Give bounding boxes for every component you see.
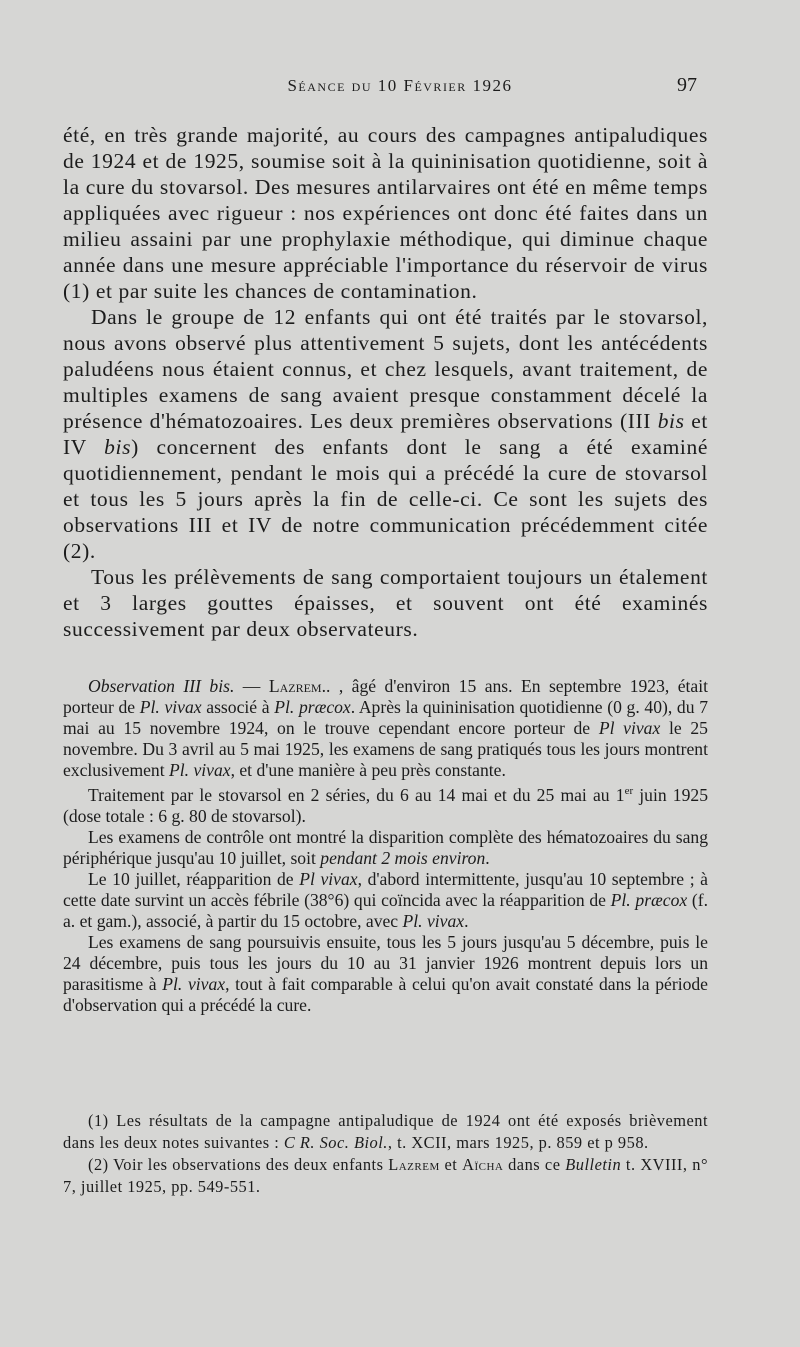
italic-bis: bis [657, 409, 685, 433]
main-text [63, 122, 708, 642]
observation-paragraph: Le 10 juillet, réapparition de Pl vivax, d'abord intermittente, jusqu'au 10 septembre ; à cette date survint un accès fébrile (38°6) qui coïncida avec la réapparition de Pl. præcox (f. a. et gam.), associé, à partir du 15 octobre, avec Pl. vivax. [63, 868, 709, 931]
paragraph-2: Dans le groupe de 12 enfants qui ont été traités par le stovarsol, nous avons observé plus attentivement 5 sujets, dont les antécédents paludéens nous étaient connus, et chez lesquels, avant traitement, de multiples examens de sang avaient presque constamment décelé la présence d'hématozoaires. Les deux premières observations (III bis et IV bis) concernent des enfants dont le sang a été examiné quotidiennement, pendant le mois qui a précédé la cure de stovarsol et tous les 5 jours après la fin de celle-ci. Ce sont les sujets des observations III et IV de notre communication précédemment citée (2). [63, 305, 708, 563]
footnotes [63, 1110, 708, 1198]
observation-paragraph: Les examens de sang poursuivis ensuite, tous les 5 jours jusqu'au 5 décembre, puis le 24 décembre, puis tous les jours du 10 au 31 janvier 1926 montrent depuis lors un parasitisme à Pl. vivax, tout à fait comparable à celui qu'on avait constaté dans la période d'observation qui a précédé la cure. [63, 931, 708, 1015]
footnote-1: (1) Les résultats de la campagne antipaludique de 1924 ont été exposés brièvement dans les deux notes suivantes : C R. Soc. Biol., t. XCII, mars 1925, p. 859 et p 958. [63, 1111, 708, 1152]
bulletin-title: Bulletin [565, 1155, 622, 1174]
footnote-2: (2) Voir les observations des deux enfants Lazrem et Aïcha dans ce Bulletin t. XVIII, n° 7, juillet 1925, pp. 549-551. [63, 1155, 709, 1196]
patient-name: Lazrem [268, 676, 322, 696]
page-number: 97 [677, 74, 697, 96]
observation-section [63, 676, 708, 1016]
observation-paragraph: Observation III bis. — Lazrem.. , âgé d'environ 15 ans. En septembre 1923, était porteur de Pl. vivax associé à Pl. præcox. Après la quininisation quotidienne (0 g. 40), du 7 mai au 15 novembre 1924, on le trouve cependant encore porteur de Pl vivax le 25 novembre. Du 3 avril au 5 mai 1925, les examens de sang pratiqués tous les jours montrent exclusivement Pl. vivax, et d'une manière à peu près constante. [63, 676, 709, 780]
observation-paragraph: Les examens de contrôle ont montré la disparition complète des hématozoaires du sang périphérique jusqu'au 10 juillet, soit pendant 2 mois environ. [63, 826, 708, 868]
italic-bis: bis [104, 435, 132, 459]
paragraph-3: Tous les prélèvements de sang comportaient toujours un étalement et 3 larges gouttes épaisses, et souvent ont été examinés successivement par deux observateurs. [63, 565, 708, 641]
running-title: Séance du 10 Février 1926 [287, 76, 513, 95]
observation-paragraph: Traitement par le stovarsol en 2 séries, du 6 au 14 mai et du 25 mai au 1er juin 1925 (dose totale : 6 g. 80 de stovarsol). [63, 784, 708, 826]
paragraph-1: été, en très grande majorité, au cours des campagnes antipaludiques de 1924 et de 1925, soumise soit à la quininisation quotidienne, soit à la cure du stovarsol. Des mesures antilarvaires ont été en même temps appliquées avec rigueur : nos expériences ont donc été faites dans un milieu assaini par une prophylaxie méthodique, qui diminue chaque année dans une mesure appréciable l'importance du réservoir de virus (1) et par suite les chances de contamination. [63, 123, 708, 303]
journal-title: C R. Soc. Biol. [283, 1133, 388, 1152]
page-header [0, 72, 800, 102]
observation-title: Observation III bis. [88, 676, 235, 696]
